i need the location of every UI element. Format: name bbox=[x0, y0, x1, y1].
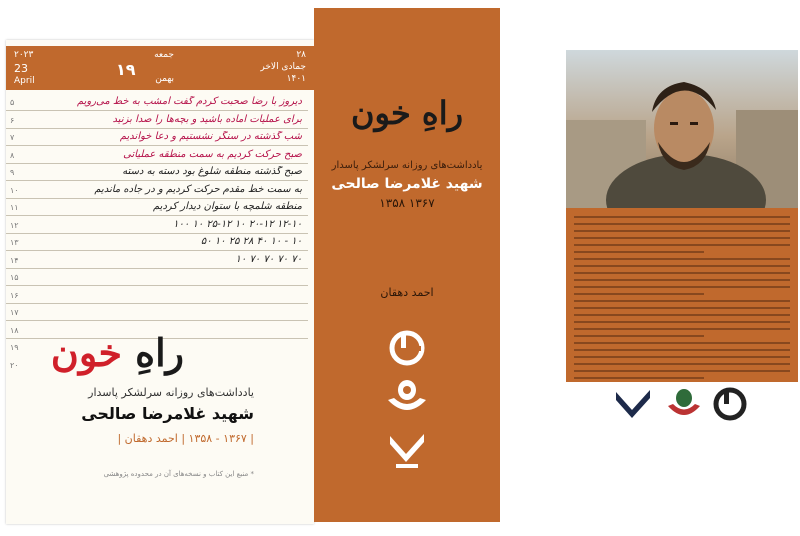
greg-year: ۲۰۲۳ bbox=[14, 50, 34, 60]
blurb-line bbox=[574, 328, 790, 330]
ruled-line bbox=[6, 303, 308, 304]
hijri-day: ۲۸ bbox=[296, 50, 306, 60]
blurb-line bbox=[574, 237, 790, 239]
handwritten-line: به سمت خط مقدم حرکت کردیم و در جاده ماندیم bbox=[94, 183, 302, 195]
blurb-line bbox=[574, 307, 790, 309]
hijri-year: ۱۴۰۱ bbox=[286, 74, 306, 84]
emblem-icon bbox=[664, 384, 704, 424]
back-martyr-name: شهید غلامرضا صالحی bbox=[81, 404, 254, 423]
back-cover bbox=[6, 40, 314, 524]
handwritten-line: ۷۰ ۷۰ ۷۰ ۷۰ ۱۰ bbox=[235, 253, 302, 265]
blurb-line bbox=[574, 216, 790, 218]
emblem-icon bbox=[384, 376, 430, 420]
line-number: ۱۶ bbox=[10, 290, 19, 300]
back-years-author: | ۱۳۶۷ - ۱۳۵۸ | احمد دهقان | bbox=[117, 432, 254, 445]
blurb-line bbox=[574, 286, 790, 288]
book-logo-icon bbox=[612, 384, 656, 424]
handwritten-line: ۱۲-۱۰ ۲۰-۱۲ ۱۰ ۲۵-۱۲ ۱۰ ۱۰۰ bbox=[173, 218, 302, 230]
line-number: ۱۸ bbox=[10, 325, 19, 335]
handwritten-line: منطقه شلمچه با ستوان دیدار کردیم bbox=[153, 201, 302, 212]
line-number: ۱۲ bbox=[10, 220, 19, 230]
blurb-line bbox=[574, 321, 790, 323]
ruled-line bbox=[6, 215, 308, 216]
blurb-line bbox=[574, 223, 790, 225]
book-logo-icon bbox=[384, 428, 430, 472]
month-name: بهمن bbox=[155, 74, 174, 84]
line-number: ۱۳ bbox=[10, 238, 19, 247]
line-number: ۱۹ bbox=[10, 343, 19, 352]
greg-month: April bbox=[14, 76, 35, 86]
blurb-line bbox=[574, 244, 790, 246]
handwritten-line: دیروز با رضا صحبت کردم گفت امشب به خط می‌رویم bbox=[76, 96, 302, 107]
handwritten-line: شب گذشته در سنگر نشستیم و دعا خواندیم bbox=[119, 131, 302, 142]
spine-years: ۱۳۶۷ ۱۳۵۸ bbox=[379, 196, 435, 210]
line-number: ۶ bbox=[10, 115, 15, 125]
blurb-line bbox=[574, 300, 790, 302]
spine-martyr-name: شهید غلامرضا صالحی bbox=[331, 176, 483, 192]
blurb-line bbox=[574, 272, 790, 274]
greg-day: 23 bbox=[14, 62, 28, 75]
portrait-photo bbox=[566, 50, 798, 208]
ruled-line bbox=[6, 180, 308, 181]
line-number: ۷ bbox=[10, 133, 15, 142]
handwritten-line: ۱۰ - ۱۰ ۴۰ ۲۸ ۲۵ ۱۰ ۵۰ bbox=[200, 236, 302, 247]
back-title-main: راهِ bbox=[135, 330, 184, 375]
line-number: ۸ bbox=[10, 150, 15, 160]
blurb-line bbox=[574, 363, 790, 365]
blurb-line bbox=[574, 230, 790, 232]
back-subtitle: یادداشت‌های روزانه سرلشکر پاسدار bbox=[88, 386, 254, 399]
ruled-line bbox=[6, 128, 308, 129]
line-number: ۱۱ bbox=[10, 203, 19, 212]
handwritten-line: برای عملیات آماده باشید و بچه‌ها را صدا بزنید bbox=[112, 113, 302, 125]
day-name: جمعه bbox=[154, 50, 174, 60]
publisher-logo-icon bbox=[387, 328, 427, 368]
blurb-line bbox=[574, 251, 704, 253]
line-number: ۲۰ bbox=[10, 360, 19, 370]
line-number: ۱۰ bbox=[10, 185, 19, 195]
front-panel bbox=[566, 50, 798, 382]
line-number: ۹ bbox=[10, 168, 15, 177]
spine-title: راهِ خون bbox=[350, 94, 464, 132]
handwritten-line: صبح حرکت کردیم به سمت منطقه عملیاتی bbox=[123, 148, 302, 160]
blurb-line bbox=[574, 377, 704, 379]
blurb-line bbox=[574, 335, 704, 337]
blurb-line bbox=[574, 370, 790, 372]
blurb-line bbox=[574, 258, 790, 260]
ruled-line bbox=[6, 285, 308, 286]
day-number: ۱۹ bbox=[116, 60, 136, 79]
blurb-line bbox=[574, 356, 790, 358]
blurb-line bbox=[574, 279, 790, 281]
line-number: ۵ bbox=[10, 98, 15, 107]
handwritten-line: صبح گذشته منطقه شلوغ بود دسته به دسته bbox=[122, 166, 302, 177]
blurb-line bbox=[574, 349, 790, 351]
blurb-line bbox=[574, 265, 790, 267]
ruled-line bbox=[6, 145, 308, 146]
spine-panel bbox=[314, 8, 500, 522]
publisher-logo-icon bbox=[710, 384, 750, 424]
line-number: ۱۴ bbox=[10, 255, 19, 265]
blurb-line bbox=[574, 293, 704, 295]
ruled-line bbox=[6, 110, 308, 111]
back-title bbox=[51, 330, 184, 375]
back-footnote: * منبع این کتاب و نسخه‌های آن در محدوده پژوهشی bbox=[103, 470, 254, 478]
ruled-line bbox=[6, 320, 308, 321]
line-number: ۱۵ bbox=[10, 273, 19, 282]
hijri-month: جمادی الاخر bbox=[260, 62, 306, 72]
line-number: ۱۷ bbox=[10, 308, 19, 317]
ruled-line bbox=[6, 233, 308, 234]
blurb-line bbox=[574, 314, 790, 316]
back-blurb-text bbox=[574, 216, 790, 384]
ruled-line bbox=[6, 268, 308, 269]
ruled-line bbox=[6, 198, 308, 199]
spine-author: احمد دهقان bbox=[380, 286, 434, 299]
back-title-accent: خون bbox=[50, 330, 122, 375]
spine-subtitle: یادداشت‌های روزانه سرلشکر پاسدار bbox=[331, 160, 483, 171]
diary-header bbox=[6, 46, 314, 90]
ruled-line bbox=[6, 250, 308, 251]
blurb-line bbox=[574, 342, 790, 344]
ruled-line bbox=[6, 163, 308, 164]
